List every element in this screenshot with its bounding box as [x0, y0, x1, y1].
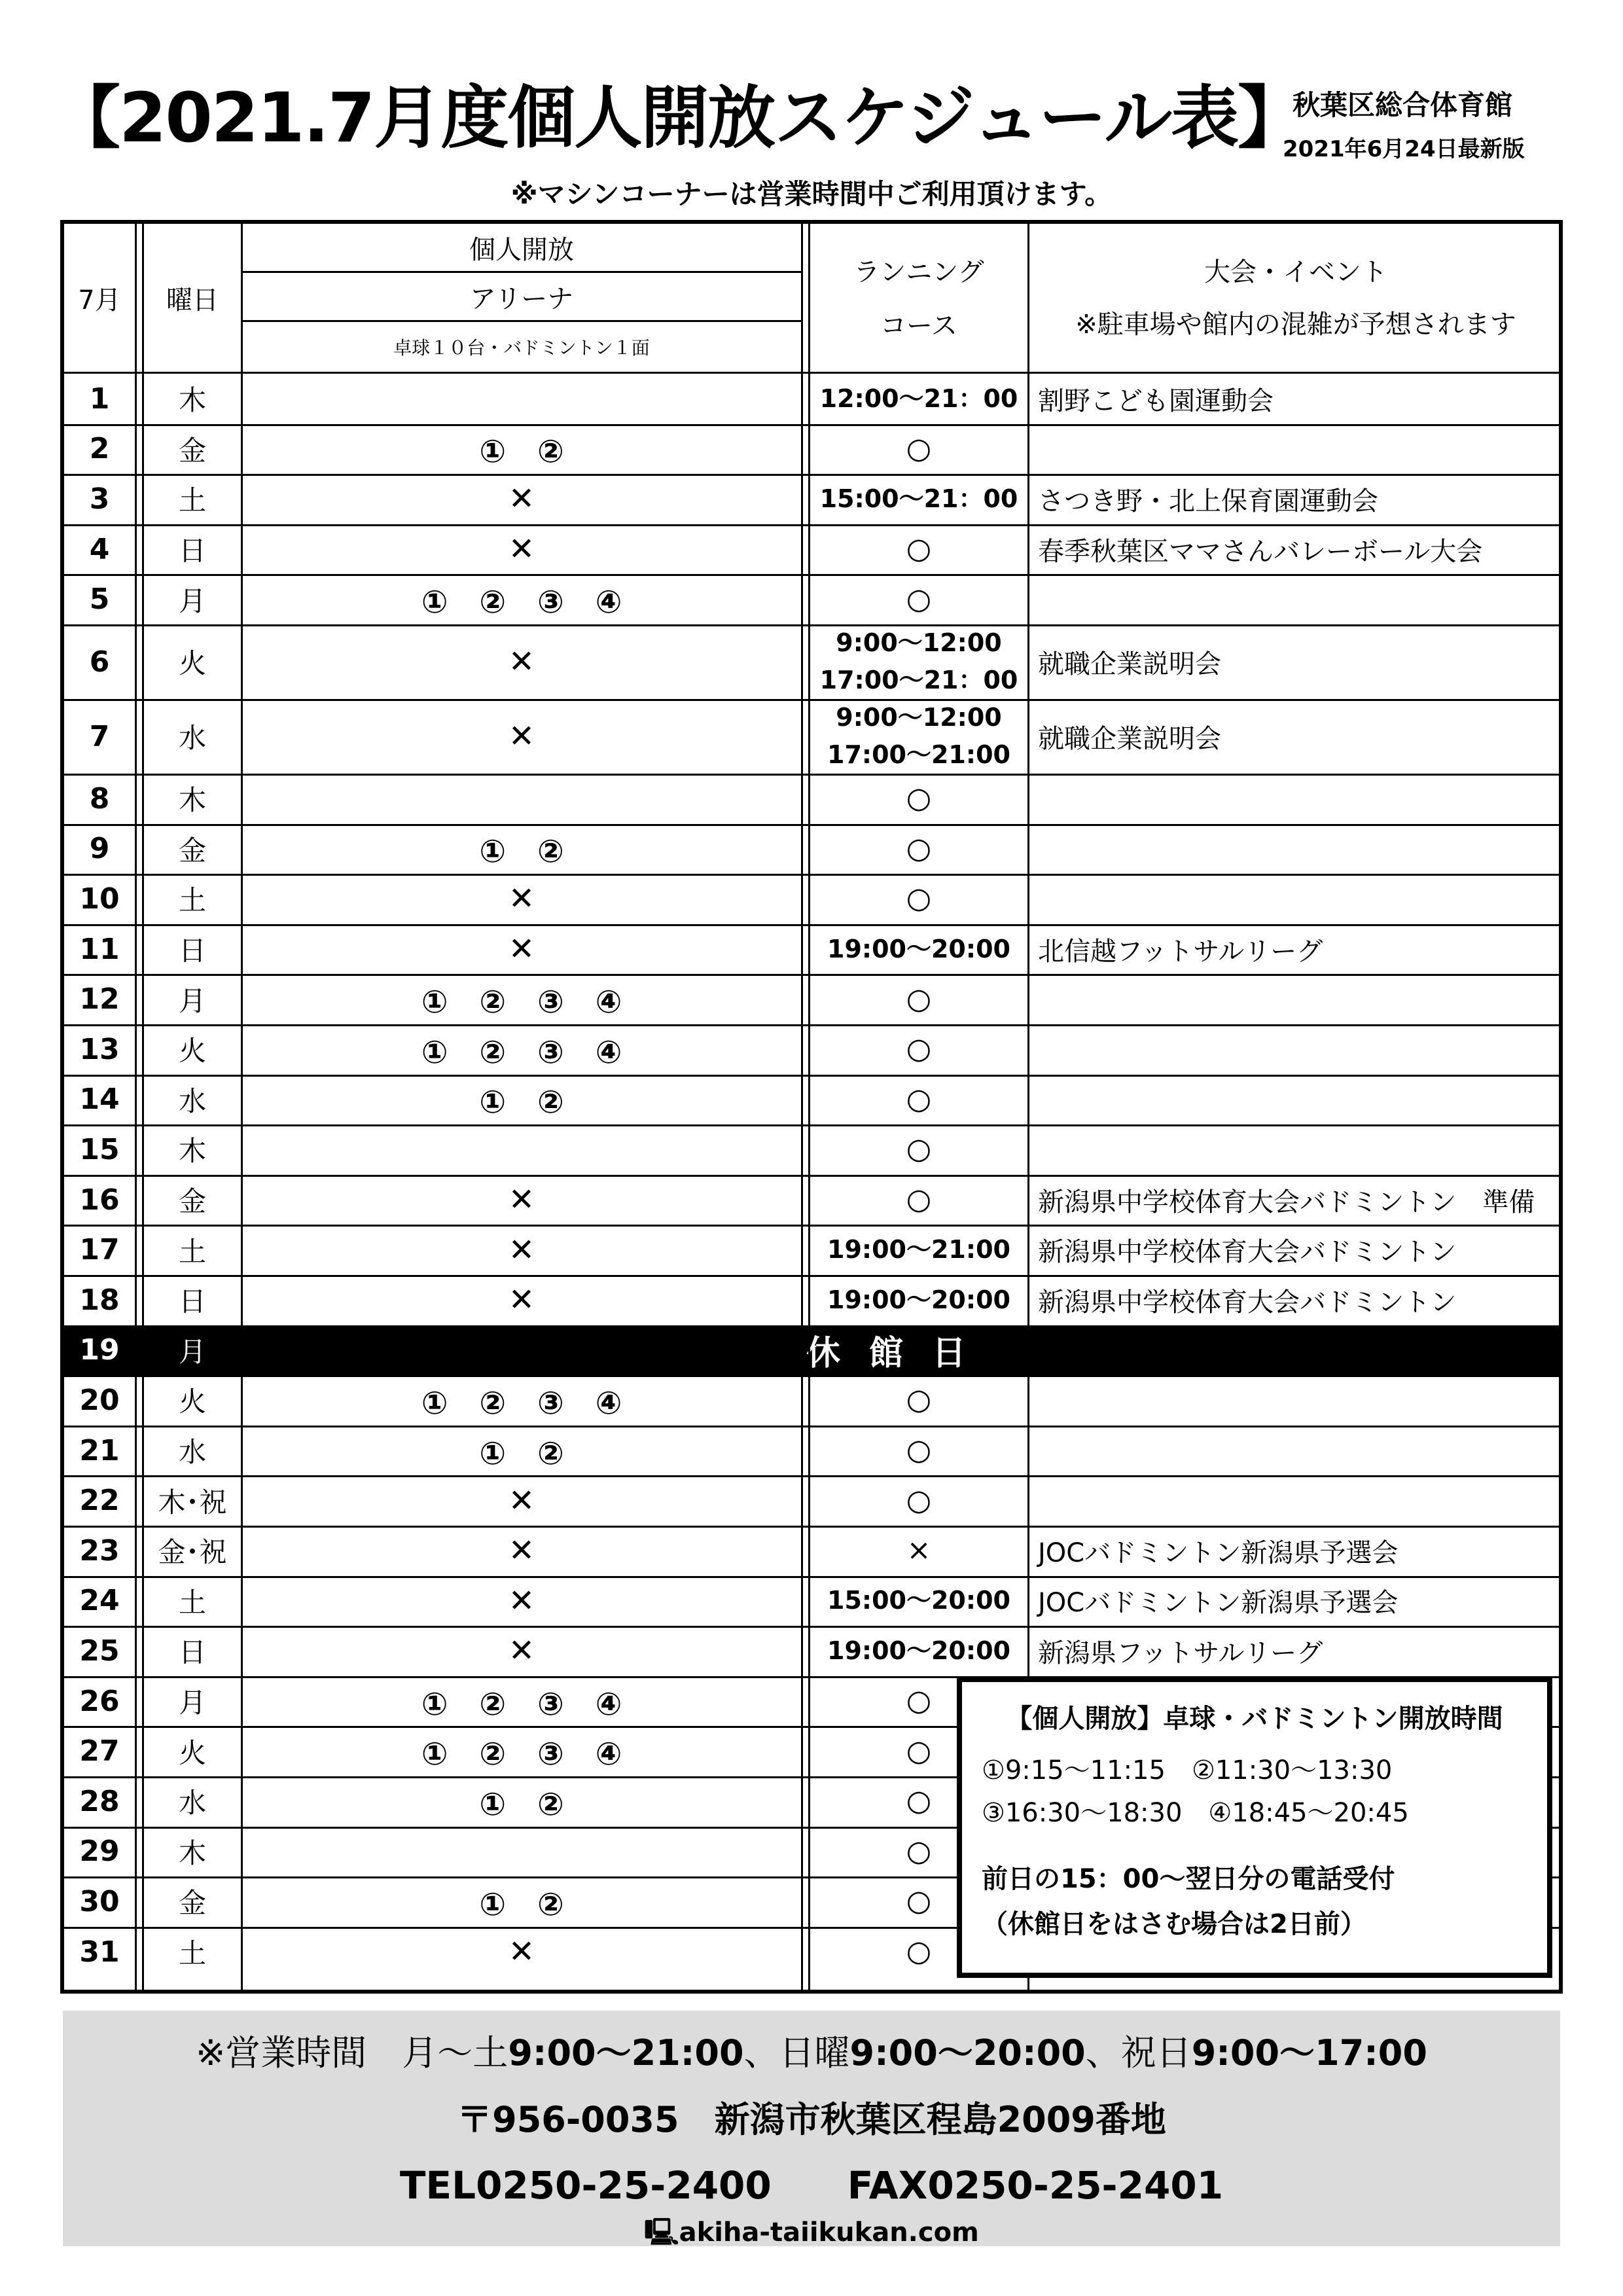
running-time: ○: [906, 1483, 932, 1517]
weekday-cell: 金: [178, 1185, 206, 1218]
pc-icon: 🖳: [644, 2217, 679, 2248]
row-divider: [64, 1325, 1559, 1327]
running-course-cell: [812, 1426, 1026, 1476]
arena-slots-cell: ① ② ③ ④: [421, 984, 622, 1021]
arena-slots-cell: ✕: [508, 1482, 535, 1519]
row-divider: [64, 1275, 1559, 1277]
address: 〒956-0035 新潟市秋葉区程島2009番地: [457, 2099, 1166, 2140]
event-cell: 就職企業説明会: [1038, 649, 1221, 679]
row-divider: [64, 1626, 1559, 1628]
table-row: [64, 574, 1559, 624]
event-header-1: 大会・イベント: [1204, 257, 1387, 287]
row-divider: [64, 699, 1559, 701]
row-divider: [64, 1576, 1559, 1578]
table-row: [64, 1124, 1559, 1175]
weekday-cell: 土: [178, 484, 206, 517]
closed-day-label: 休館日: [806, 1334, 995, 1374]
day-cell: 16: [79, 1183, 120, 1217]
event-cell: [1031, 1124, 1560, 1175]
row-divider: [64, 424, 1559, 426]
arena-slots-cell: ① ② ③ ④: [421, 1736, 622, 1773]
event-cell: JOCバドミントン新潟県予選会: [1038, 1588, 1399, 1619]
weekday-cell: 日: [178, 935, 206, 967]
event-cell: [1031, 1426, 1560, 1476]
event-header-2: ※駐車場や館内の混雑が予想されます: [1075, 309, 1516, 340]
running-time: ○: [906, 781, 932, 816]
arena-slots-cell: ✕: [508, 1582, 535, 1619]
running-course-cell: [812, 574, 1026, 624]
day-cell: 17: [79, 1233, 120, 1267]
running-course-cell: [812, 1124, 1026, 1175]
table-row: [64, 1526, 1559, 1576]
table-row: [64, 1275, 1559, 1325]
row-divider: [64, 924, 1559, 926]
event-cell: [1031, 1075, 1560, 1125]
running-time: ×: [906, 1534, 931, 1568]
day-cell: 6: [89, 645, 110, 679]
row-divider: [64, 824, 1559, 826]
running-course-cell: [812, 974, 1026, 1024]
table-row: [64, 824, 1559, 874]
arena-slots-cell: ✕: [508, 931, 535, 968]
row-divider: [64, 1024, 1559, 1026]
event-cell: 割野こども園運動会: [1038, 386, 1274, 416]
event-cell: [1031, 574, 1560, 624]
weekday-cell: 水: [178, 722, 206, 754]
weekday-cell: 金: [178, 434, 206, 467]
row-divider: [64, 974, 1559, 976]
running-time: ○: [906, 831, 932, 865]
running-course-cell: [812, 524, 1026, 575]
day-cell: 20: [79, 1383, 120, 1417]
weekday-cell: 日: [178, 1285, 206, 1318]
event-cell: 北信越フットサルリーグ: [1038, 936, 1323, 967]
running-time: 15:00～20:00: [827, 1586, 1010, 1615]
day-cell: 31: [79, 1935, 120, 1969]
running-time: 19:00～21:00: [827, 1235, 1010, 1265]
running-time: ○: [906, 1082, 932, 1116]
running-time: ○: [906, 1935, 932, 1969]
day-cell: 26: [79, 1684, 120, 1718]
table-row: [64, 624, 1559, 699]
weekday-cell: 火: [178, 1386, 206, 1418]
facility-name: 秋葉区総合体育館: [1293, 89, 1513, 121]
running-course-cell: [812, 924, 1026, 975]
weekday-cell: 日: [178, 535, 206, 567]
running-course-cell: [812, 1075, 1026, 1125]
tel-fax: TEL0250-25-2400 FAX0250-25-2401: [399, 2163, 1224, 2208]
running-course-cell: [812, 1475, 1026, 1526]
day-cell: 13: [79, 1032, 120, 1066]
grid-line: [242, 320, 801, 322]
day-cell: 24: [79, 1584, 120, 1618]
arena-slots-cell: ✕: [508, 1532, 535, 1570]
weekday-cell: 水: [178, 1436, 206, 1469]
row-divider: [64, 1475, 1559, 1477]
arena-note: 卓球１０台・バドミントン１面: [393, 337, 650, 359]
table-row: [64, 924, 1559, 975]
header-bottom-line: [64, 372, 1559, 374]
running-time: 9:00～12:00: [836, 628, 1002, 657]
row-divider: [64, 1426, 1559, 1427]
running-time: 19:00～20:00: [827, 1285, 1010, 1314]
row-divider: [64, 574, 1559, 576]
event-cell: [1031, 1024, 1560, 1075]
row-divider: [64, 1175, 1559, 1177]
business-hours: [63, 2025, 1560, 2075]
weekday-cell: 月: [178, 1687, 206, 1719]
running-time: ○: [906, 1884, 932, 1918]
arena-slots-cell: ① ② ③ ④: [421, 1033, 622, 1071]
running-course-cell: [812, 1275, 1026, 1325]
table-row: [64, 524, 1559, 575]
running-time: 17:00～21：00: [819, 666, 1018, 694]
hours-sunday-label: 、日曜: [743, 2032, 850, 2073]
event-cell: [1031, 874, 1560, 924]
weekday-cell: 金･祝: [158, 1536, 227, 1569]
row-divider: [64, 474, 1559, 476]
day-cell: 15: [79, 1132, 120, 1166]
running-time: ○: [906, 532, 932, 566]
arena-slots-cell: ✕: [508, 1632, 535, 1670]
edition-date: 2021年6月24日最新版: [1283, 136, 1525, 162]
weekday-cell: 月: [178, 1335, 206, 1368]
arena-slots-cell: ① ② ③ ④: [421, 1384, 622, 1422]
event-cell: 就職企業説明会: [1038, 723, 1221, 754]
event-cell: JOCバドミントン新潟県予選会: [1038, 1537, 1399, 1568]
arena-slots-cell: ① ②: [479, 1435, 564, 1472]
day-cell: 11: [79, 932, 120, 966]
running-course-cell: [812, 1576, 1026, 1626]
column-divider: [135, 224, 144, 1990]
closed-day-row: [64, 1325, 1559, 1376]
hours-slots-2: ③16:30～18:30 ④18:45～20:45: [982, 1798, 1409, 1828]
day-cell: 12: [79, 982, 120, 1016]
weekday-cell: 水: [178, 1085, 206, 1117]
day-cell: 21: [79, 1433, 120, 1467]
hours-holiday-label: 、祝日: [1085, 2032, 1192, 2073]
arena-slots-cell: ✕: [508, 1231, 535, 1268]
event-cell: [1031, 824, 1560, 874]
weekday-cell: 月: [178, 984, 206, 1017]
hours-prefix: ※営業時間 月～土: [196, 2032, 508, 2073]
weekday-cell: 火: [178, 1736, 206, 1769]
website-link[interactable]: akiha-taiikukan.com: [679, 2217, 979, 2248]
table-row: [64, 874, 1559, 924]
day-cell: 8: [89, 781, 110, 816]
arena-slots-cell: ✕: [508, 880, 535, 918]
arena-slots-cell: [242, 1124, 801, 1175]
row-divider: [64, 874, 1559, 876]
running-time: ○: [906, 882, 932, 916]
day-cell: 7: [89, 719, 110, 753]
weekday-cell: 木: [178, 1837, 206, 1869]
running-course-cell: [812, 824, 1026, 874]
row-divider: [64, 774, 1559, 776]
hours-slots-1: ①9:15～11:15 ②11:30～13:30: [982, 1755, 1393, 1785]
weekday-cell: 木: [178, 384, 206, 417]
event-cell: 新潟県中学校体育大会バドミントン 準備: [1038, 1187, 1535, 1217]
arena-header: アリーナ: [469, 283, 574, 314]
day-cell: 3: [89, 482, 110, 516]
running-time: ○: [906, 1032, 932, 1066]
hours-weekday: 9:00～21:00: [508, 2032, 744, 2073]
table-row: [64, 1375, 1559, 1426]
running-time: ○: [906, 1684, 932, 1718]
phone-reservation-note: 前日の15：00～翌日分の電話受付: [982, 1864, 1395, 1894]
running-time: ○: [906, 1132, 932, 1166]
day-cell: 9: [89, 832, 110, 866]
grid-line: [242, 271, 801, 273]
event-cell: [1031, 424, 1560, 475]
table-row: [64, 424, 1559, 475]
month-header: 7月: [78, 285, 121, 315]
weekday-cell: 日: [178, 1636, 206, 1669]
weekday-cell: 水: [178, 1787, 206, 1820]
arena-slots-cell: ① ②: [479, 833, 564, 870]
day-cell: 10: [79, 882, 120, 916]
running-time: ○: [906, 1734, 932, 1768]
table-row: [64, 699, 1559, 774]
table-row: [64, 374, 1559, 424]
phone-reservation-note-2: （休館日をはさむ場合は2日前）: [982, 1909, 1366, 1939]
weekday-cell: 火: [178, 647, 206, 679]
arena-slots-cell: ✕: [508, 480, 535, 518]
running-time: 17:00～21:00: [827, 740, 1010, 769]
arena-slots-cell: ✕: [508, 531, 535, 568]
day-cell: 1: [89, 382, 110, 416]
weekday-header: 曜日: [166, 285, 219, 315]
arena-slots-cell: [242, 374, 801, 424]
weekday-cell: 木: [178, 1135, 206, 1168]
table-row: [64, 1225, 1559, 1275]
arena-slots-cell: ✕: [508, 718, 535, 755]
day-cell: 27: [79, 1734, 120, 1768]
table-row: [64, 1426, 1559, 1476]
row-divider: [64, 524, 1559, 526]
running-time: ○: [906, 1834, 932, 1868]
row-divider: [64, 1075, 1559, 1077]
table-row: [64, 1576, 1559, 1626]
day-cell: 22: [79, 1484, 120, 1518]
running-time: 19:00～20:00: [827, 934, 1010, 963]
weekday-cell: 土: [178, 1235, 206, 1268]
weekday-cell: 金: [178, 834, 206, 867]
row-divider: [64, 1124, 1559, 1126]
day-cell: 4: [89, 532, 110, 566]
running-header-2: コース: [880, 310, 957, 341]
running-time: 12:00～21：00: [819, 384, 1018, 413]
running-course-cell: [812, 474, 1026, 524]
table-row: [64, 1175, 1559, 1225]
running-header-1: ランニング: [853, 257, 984, 287]
day-cell: 5: [89, 583, 110, 617]
column-divider: [801, 224, 810, 1990]
page-title: 【2021.7月度個人開放スケジュール表】: [52, 78, 1305, 158]
day-cell: 23: [79, 1534, 120, 1568]
running-course-cell: [812, 424, 1026, 475]
row-divider: [64, 624, 1559, 626]
weekday-cell: 金: [178, 1887, 206, 1920]
table-row: [64, 1075, 1559, 1125]
table-row: [64, 974, 1559, 1024]
day-cell: 29: [79, 1835, 120, 1869]
running-course-cell: [812, 624, 1026, 699]
weekday-cell: 木: [178, 784, 206, 817]
arena-slots-cell: ① ②: [479, 1084, 564, 1121]
website: [63, 2214, 1560, 2258]
running-course-cell: [812, 1225, 1026, 1275]
hours-box-title: 【個人開放】卓球・バドミントン開放時間: [1006, 1704, 1503, 1734]
arena-slots-cell: ① ② ③ ④: [421, 1685, 622, 1723]
table-row: [64, 1475, 1559, 1526]
weekday-cell: 土: [178, 884, 206, 917]
running-time: ○: [906, 982, 932, 1016]
event-cell: さつき野・北上保育園運動会: [1038, 486, 1378, 516]
machine-corner-note: ※マシンコーナーは営業時間中ご利用頂けます。: [510, 178, 1113, 210]
event-cell: 新潟県中学校体育大会バドミントン: [1038, 1287, 1457, 1318]
arena-slots-cell: [242, 1827, 801, 1877]
arena-slots-cell: ① ②: [479, 1785, 564, 1823]
event-cell: 新潟県フットサルリーグ: [1038, 1638, 1323, 1668]
running-course-cell: [812, 1024, 1026, 1075]
row-divider: [64, 1225, 1559, 1227]
table-row: [64, 1626, 1559, 1676]
arena-slots-cell: ① ② ③ ④: [421, 584, 622, 621]
weekday-cell: 木･祝: [158, 1486, 227, 1518]
arena-slots-cell: ✕: [508, 1933, 535, 1971]
running-time: ○: [906, 1433, 932, 1467]
running-time: ○: [906, 431, 932, 465]
running-course-cell: [812, 374, 1026, 424]
event-cell: [1031, 1375, 1560, 1426]
weekday-cell: 土: [178, 1937, 206, 1970]
day-cell: 28: [79, 1784, 120, 1818]
event-cell: 春季秋葉区ママさんバレーボール大会: [1038, 536, 1483, 567]
table-row: [64, 774, 1559, 824]
running-time: 19:00～20:00: [827, 1636, 1010, 1665]
arena-slots-cell: ✕: [508, 643, 535, 680]
running-course-cell: [812, 1175, 1026, 1225]
arena-slots-cell: ① ②: [479, 433, 564, 471]
row-divider: [64, 1526, 1559, 1528]
weekday-cell: 火: [178, 1035, 206, 1067]
event-cell: [1031, 974, 1560, 1024]
event-cell: [1031, 1475, 1560, 1526]
day-cell: 30: [79, 1884, 120, 1918]
arena-slots-cell: ✕: [508, 1282, 535, 1319]
open-hours-box: [957, 1677, 1552, 1978]
hours-sunday: 9:00～20:00: [849, 2032, 1086, 2073]
arena-slots-cell: [242, 774, 801, 824]
running-time: ○: [906, 1784, 932, 1818]
column-divider: [241, 224, 243, 1990]
arena-slots-cell: ✕: [508, 1181, 535, 1219]
running-time: 9:00～12:00: [836, 703, 1002, 732]
row-divider: [64, 1375, 1559, 1377]
open-play-header: 個人開放: [469, 234, 574, 265]
table-row: [64, 1024, 1559, 1075]
running-time: ○: [906, 1383, 932, 1417]
running-course-cell: [812, 774, 1026, 824]
day-cell: 19: [79, 1333, 120, 1367]
weekday-cell: 土: [178, 1586, 206, 1619]
running-course-cell: [812, 874, 1026, 924]
event-cell: 新潟県中学校体育大会バドミントン: [1038, 1237, 1457, 1268]
footer: [63, 2011, 1560, 2246]
weekday-cell: 月: [178, 584, 206, 617]
running-time: ○: [906, 582, 932, 616]
running-course-cell: [812, 1526, 1026, 1576]
running-time: 15:00～21：00: [819, 484, 1018, 513]
event-cell: [1031, 774, 1560, 824]
day-cell: 25: [79, 1634, 120, 1668]
table-row: [64, 474, 1559, 524]
hours-holiday: 9:00～17:00: [1191, 2032, 1427, 2073]
running-time: ○: [906, 1183, 932, 1217]
running-course-cell: [812, 1626, 1026, 1676]
day-cell: 18: [79, 1283, 120, 1317]
arena-slots-cell: ① ②: [479, 1886, 564, 1923]
running-course-cell: [812, 1375, 1026, 1426]
running-course-cell: [812, 699, 1026, 774]
day-cell: 14: [79, 1083, 120, 1117]
day-cell: 2: [89, 432, 110, 466]
